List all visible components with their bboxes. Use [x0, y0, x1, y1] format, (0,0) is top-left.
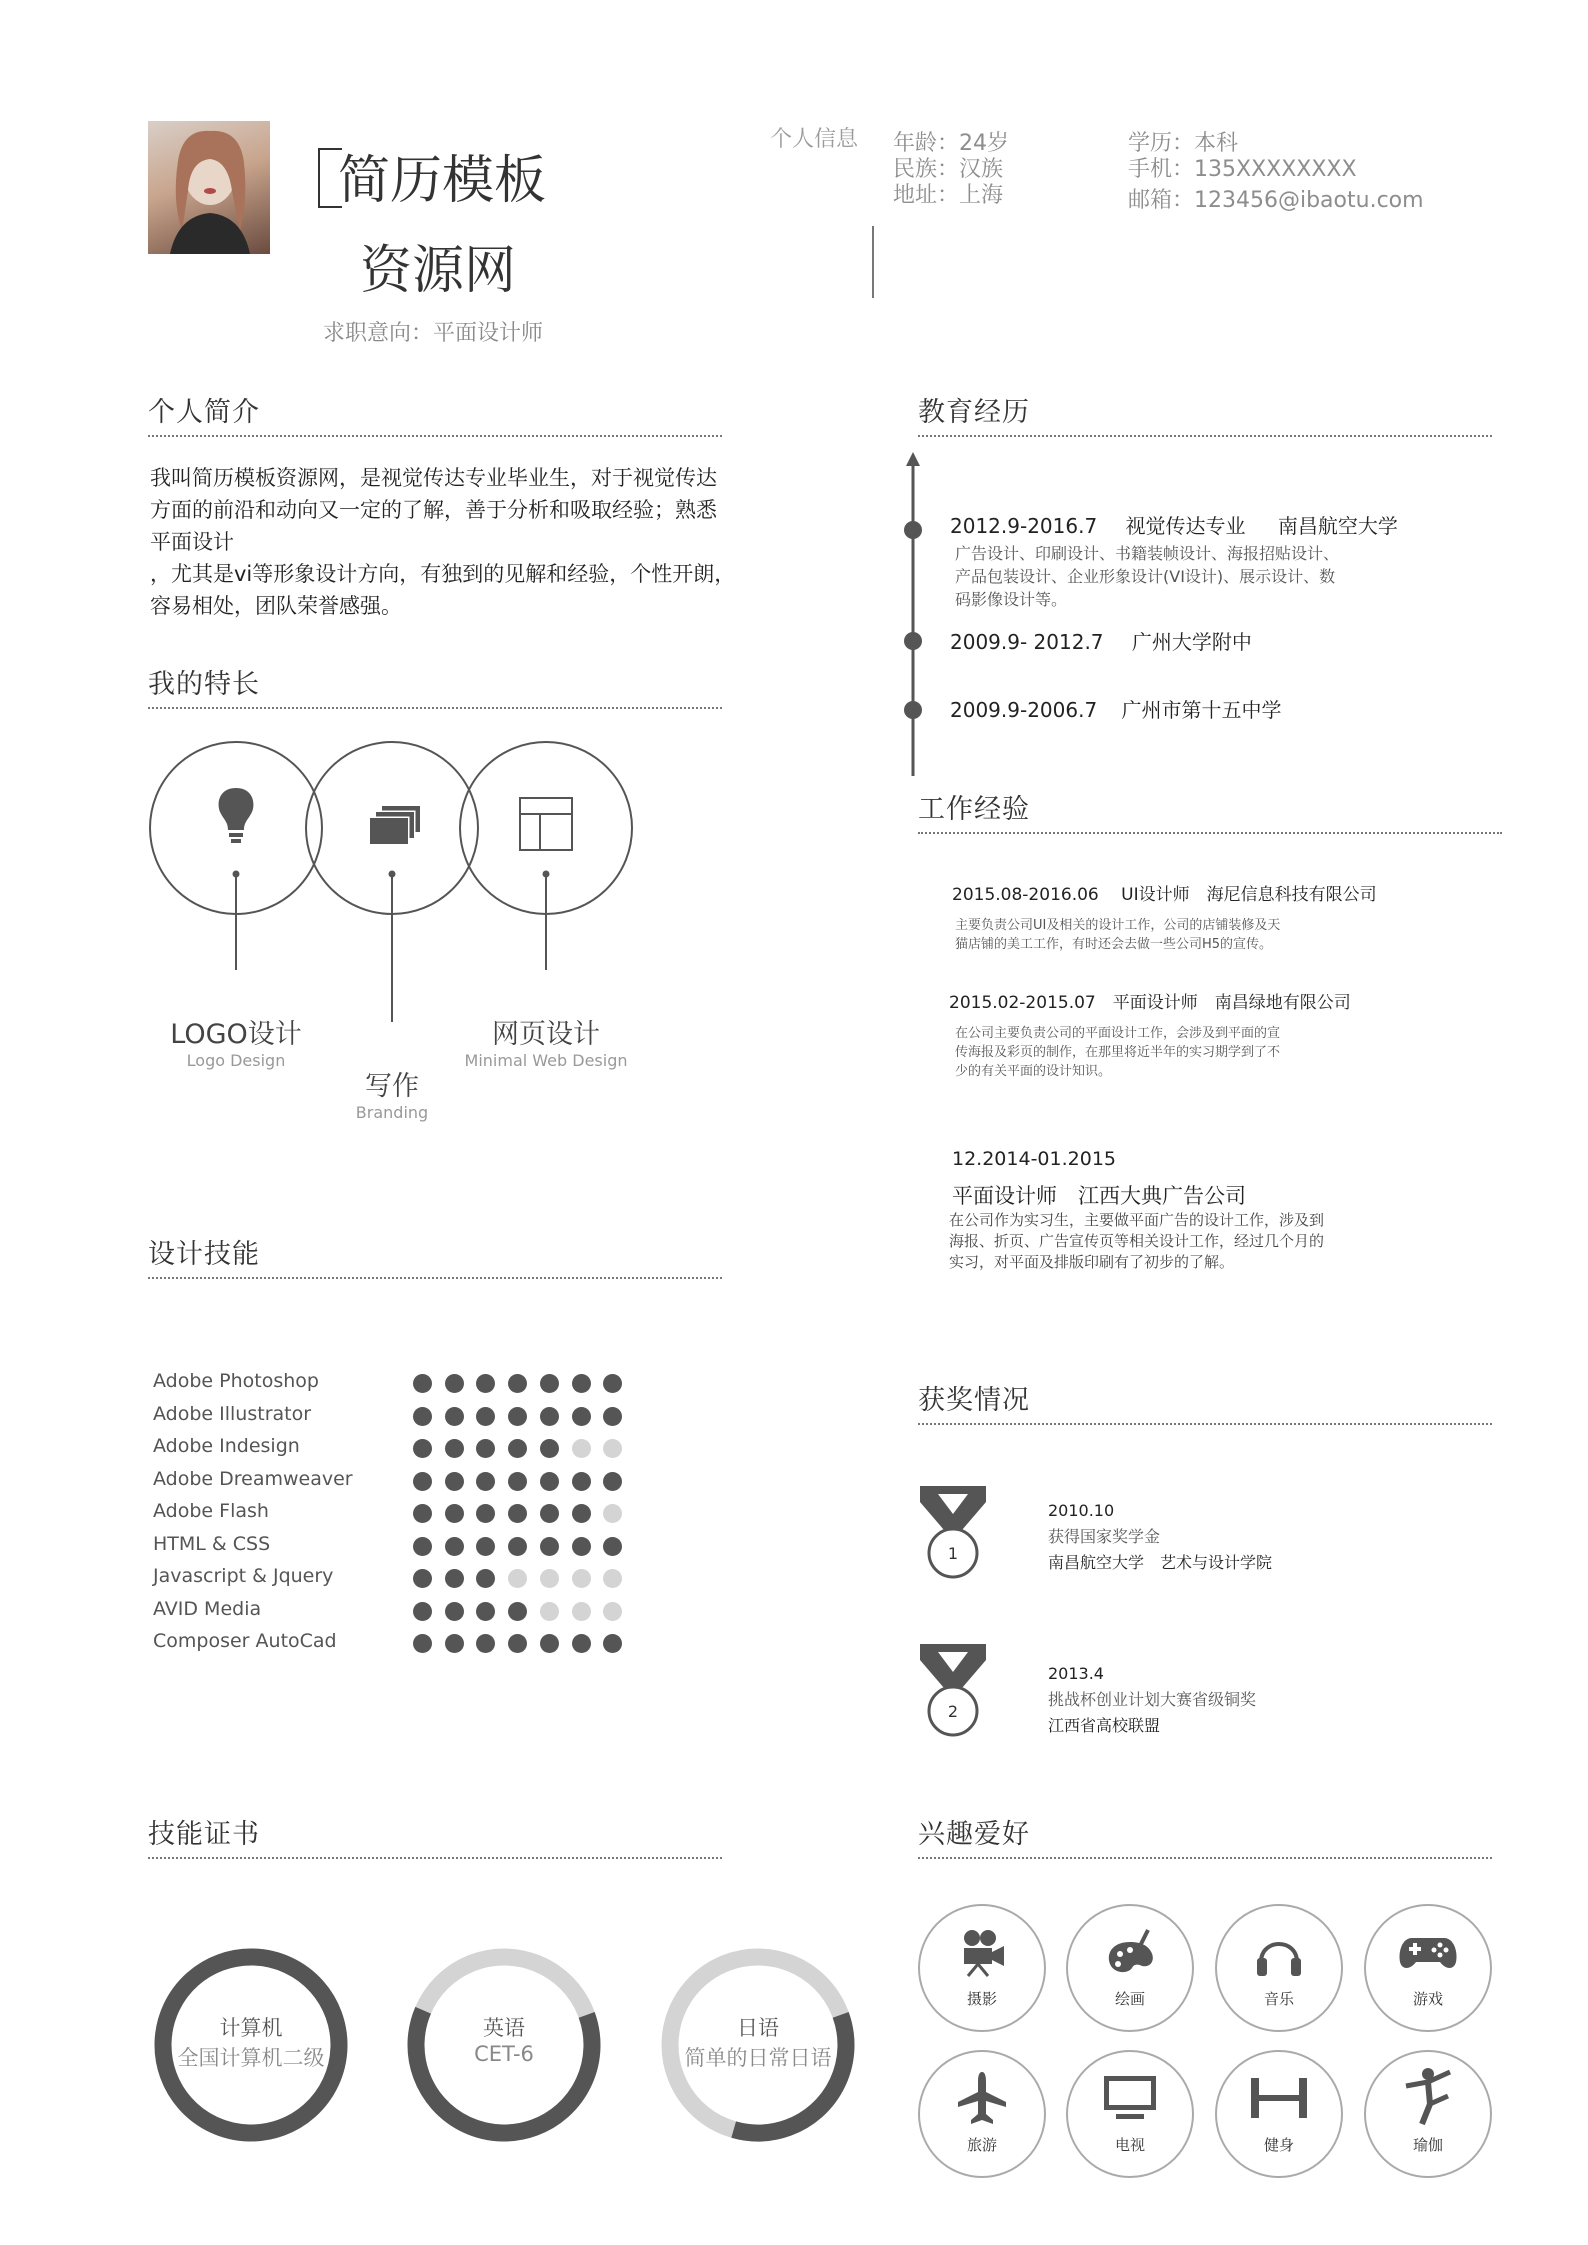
edu-item-2	[950, 626, 1252, 655]
hobby-travel	[918, 2050, 1046, 2178]
work-desc-line: 实习，对平面及排版印刷有了初步的了解。	[949, 1253, 1235, 1271]
intro-title: 个人简介	[148, 390, 722, 437]
skill-dot	[413, 1504, 432, 1523]
certs-title: 技能证书	[148, 1812, 722, 1859]
skill-name: AVID Media	[153, 1597, 262, 1620]
skill-dot	[508, 1602, 527, 1621]
edu-date: 2009.9- 2012.7	[950, 630, 1104, 654]
edu-desc-line: 广告设计、印刷设计、书籍装帧设计、海报招贴设计、	[955, 544, 1340, 563]
awards-title: 获奖情况	[918, 1378, 1492, 1425]
name-line2: 资源网	[360, 241, 517, 301]
info-title: 个人信息	[770, 127, 859, 152]
skill-dot	[413, 1407, 432, 1426]
edu-desc-line: 产品包装设计、企业形象设计(VI设计)、展示设计、数	[955, 567, 1336, 586]
hobby-yoga	[1364, 2050, 1492, 2178]
hobby-label: 健身	[1263, 2136, 1294, 2154]
info-address: 地址：上海	[893, 183, 1004, 208]
skill-name: Adobe Flash	[153, 1500, 269, 1522]
work-desc	[955, 1024, 1280, 1081]
intro-line: ，尤其是vi等形象设计方向，有独到的见解和经验，个性开朗，	[150, 562, 736, 586]
intro-line: 我叫简历模板资源网，是视觉传达专业毕业生，对于视觉传达	[150, 466, 717, 490]
skill-dot	[445, 1407, 464, 1426]
intro-line: 平面设计	[150, 530, 234, 554]
skill-dot	[572, 1439, 591, 1458]
skill-dot	[603, 1472, 622, 1491]
strengths-diagram	[140, 730, 660, 1050]
skill-dot	[603, 1634, 622, 1653]
skill-dot	[476, 1407, 495, 1426]
skill-dot	[508, 1407, 527, 1426]
skill-dot	[413, 1569, 432, 1588]
skill-dot	[540, 1537, 559, 1556]
cert-sub: 简单的日常日语	[684, 2046, 832, 2070]
skill-dot	[540, 1374, 559, 1393]
edu-school: 广州大学附中	[1131, 630, 1252, 654]
edu-major: 视觉传达专业	[1125, 514, 1246, 538]
skill-dot	[445, 1504, 464, 1523]
work-desc-line: 猫店铺的美工工作，有时还会去做一些公司H5的宣传。	[955, 937, 1273, 952]
yoga-icon	[1400, 2066, 1456, 2128]
work-desc-line: 海报、折页、广告宣传页等相关设计工作，经过几个月的	[949, 1232, 1325, 1250]
skill-dot	[445, 1472, 464, 1491]
award-name: 挑战杯创业计划大赛省级铜奖	[1048, 1690, 1257, 1709]
medal-icon	[916, 1642, 990, 1738]
hobby-fitness	[1215, 2050, 1343, 2178]
hobby-photography	[918, 1904, 1046, 2032]
skill-dot	[540, 1504, 559, 1523]
edu-desc-line: 码影像设计等。	[955, 590, 1068, 609]
skills-list	[153, 1370, 673, 1676]
skill-name: HTML & CSS	[153, 1532, 271, 1555]
cert-name: 日语	[737, 2016, 779, 2040]
cert-sub: 全国计算机二级	[177, 2046, 325, 2070]
strength-logo	[136, 1012, 336, 1070]
skill-dot	[540, 1439, 559, 1458]
dumbbell-icon	[1249, 2076, 1309, 2120]
skill-dot	[603, 1439, 622, 1458]
skill-dot	[476, 1537, 495, 1556]
medal-icon	[916, 1484, 990, 1580]
skill-dot	[572, 1374, 591, 1393]
skill-dot	[603, 1374, 622, 1393]
skill-dot	[413, 1439, 432, 1458]
award-2	[1048, 1661, 1256, 1739]
layout-icon	[520, 798, 572, 850]
skill-name: Adobe Photoshop	[153, 1370, 319, 1392]
skill-dot	[572, 1602, 591, 1621]
skill-dot	[540, 1569, 559, 1588]
skill-dot	[413, 1472, 432, 1491]
skill-dot	[508, 1537, 527, 1556]
skill-dot	[603, 1602, 622, 1621]
skill-name: Javascript & Jquery	[153, 1565, 334, 1587]
skill-dot	[540, 1602, 559, 1621]
award-name: 获得国家奖学金	[1048, 1527, 1161, 1546]
lightbulb-icon	[219, 788, 254, 843]
skill-dot	[572, 1634, 591, 1653]
edu-item-1	[950, 510, 1398, 539]
skill-dot	[572, 1504, 591, 1523]
info-age: 年龄：24岁	[893, 131, 1009, 156]
strength-sub: Minimal Web Design	[464, 1051, 628, 1070]
skill-dot	[572, 1472, 591, 1491]
strength-sub: Branding	[355, 1103, 429, 1122]
profile-photo	[148, 121, 270, 254]
skill-dot	[445, 1602, 464, 1621]
cert-name: 英语	[483, 2016, 525, 2040]
award-1	[1048, 1498, 1272, 1576]
edu-item-3	[950, 694, 1282, 723]
skill-dot	[603, 1504, 622, 1523]
strength-web	[436, 1012, 656, 1070]
gamepad-icon	[1398, 1932, 1458, 1972]
work-desc	[955, 916, 1280, 954]
hobby-label: 摄影	[966, 1990, 997, 2008]
skill-dot	[476, 1602, 495, 1621]
skill-dot	[508, 1439, 527, 1458]
skill-dot	[413, 1634, 432, 1653]
education-timeline	[898, 450, 928, 780]
work-desc	[949, 1210, 1324, 1273]
skill-name: Composer AutoCad	[153, 1630, 337, 1652]
certs-area	[148, 1940, 868, 2150]
work-desc-line: 在公司作为实习生，主要做平面广告的设计工作，涉及到	[949, 1211, 1325, 1229]
work-desc-line: 主要负责公司UI及相关的设计工作，公司的店铺装修及天	[955, 918, 1281, 933]
name-line1: 简历模板	[338, 151, 547, 211]
skill-dot	[508, 1472, 527, 1491]
cert-label	[146, 2012, 356, 2072]
hobby-tv	[1066, 2050, 1194, 2178]
skill-dot	[445, 1439, 464, 1458]
skill-dot	[445, 1374, 464, 1393]
info-email: 邮箱：123456@ibaotu.com	[1128, 188, 1424, 213]
work-head: 2015.08-2016.06 UI设计师 海尼信息科技有限公司	[952, 885, 1377, 905]
skill-dot	[572, 1569, 591, 1588]
headphones-icon	[1255, 1928, 1303, 1978]
work-head: 12.2014-01.2015	[952, 1148, 1116, 1170]
skill-dot	[508, 1569, 527, 1588]
work-head2: 平面设计师 江西大典广告公司	[952, 1184, 1246, 1208]
work-desc-line: 传海报及彩页的制作，在那里将近半年的实习期学到了不	[955, 1045, 1281, 1060]
skill-dot	[603, 1569, 622, 1588]
award-date: 2010.10	[1048, 1501, 1115, 1520]
job-objective: 求职意向：平面设计师	[323, 321, 544, 346]
skill-dot	[508, 1504, 527, 1523]
skills-title: 设计技能	[148, 1232, 722, 1279]
strength-writing	[292, 1064, 492, 1122]
strength-name: 写作	[365, 1071, 419, 1102]
intro-text	[150, 462, 740, 622]
skill-name: Adobe Indesign	[153, 1435, 300, 1457]
medal-number: 1	[947, 1544, 959, 1563]
hobby-label: 旅游	[966, 2136, 997, 2154]
hobby-games	[1364, 1904, 1492, 2032]
hobby-label: 电视	[1114, 2136, 1145, 2154]
skill-name: Adobe Illustrator	[153, 1402, 312, 1425]
info-phone: 手机：135XXXXXXXX	[1128, 157, 1357, 182]
edu-school: 南昌航空大学	[1277, 514, 1398, 538]
skill-dot	[540, 1472, 559, 1491]
skill-dot	[572, 1537, 591, 1556]
skill-dot	[476, 1439, 495, 1458]
info-ethnicity: 民族：汉族	[893, 157, 1004, 182]
cert-sub: CET-6	[474, 2042, 534, 2066]
cert-label	[399, 2012, 609, 2066]
info-education: 学历：本科	[1128, 131, 1239, 156]
skill-dot	[508, 1634, 527, 1653]
work-title: 工作经验	[918, 787, 1502, 834]
airplane-icon	[956, 2070, 1008, 2126]
skill-dot	[540, 1407, 559, 1426]
skill-dot	[413, 1602, 432, 1621]
skill-dot	[476, 1504, 495, 1523]
skill-dot	[540, 1634, 559, 1653]
palette-icon	[1104, 1928, 1156, 1978]
skill-dot	[508, 1374, 527, 1393]
edu-desc	[955, 542, 1339, 611]
skill-dot	[445, 1569, 464, 1588]
strength-name: 网页设计	[492, 1019, 600, 1050]
work-head: 2015.02-2015.07 平面设计师 南昌绿地有限公司	[949, 993, 1351, 1013]
info-divider	[872, 226, 874, 298]
skill-dot	[413, 1374, 432, 1393]
award-date: 2013.4	[1048, 1664, 1104, 1683]
work-desc-line: 少的有关平面的设计知识。	[955, 1064, 1112, 1079]
cert-name: 计算机	[219, 2016, 283, 2040]
work-desc-line: 在公司主要负责公司的平面设计工作，会涉及到平面的宣	[955, 1026, 1281, 1041]
hobby-music	[1215, 1904, 1343, 2032]
cert-label	[653, 2012, 863, 2072]
skill-name: Adobe Dreamweaver	[153, 1467, 353, 1490]
skill-dot	[603, 1407, 622, 1426]
education-title: 教育经历	[918, 390, 1492, 437]
hobby-label: 瑜伽	[1412, 2136, 1443, 2154]
intro-line: 方面的前沿和动向又一定的了解，善于分析和吸取经验；熟悉	[150, 498, 717, 522]
award-org: 南昌航空大学 艺术与设计学院	[1048, 1553, 1273, 1572]
stack-icon	[370, 806, 420, 844]
hobby-label: 绘画	[1114, 1990, 1145, 2008]
strengths-title: 我的特长	[148, 662, 722, 709]
skill-dot	[476, 1569, 495, 1588]
hobby-painting	[1066, 1904, 1194, 2032]
strength-sub: Logo Design	[186, 1051, 286, 1070]
skill-dot	[572, 1407, 591, 1426]
hobby-label: 音乐	[1263, 1990, 1294, 2008]
tv-icon	[1102, 2074, 1158, 2122]
hobby-label: 游戏	[1412, 1990, 1443, 2008]
award-org: 江西省高校联盟	[1048, 1716, 1161, 1735]
hobbies-title: 兴趣爱好	[918, 1812, 1492, 1859]
skill-dot	[476, 1374, 495, 1393]
skill-dot	[445, 1537, 464, 1556]
edu-school: 广州市第十五中学	[1121, 698, 1282, 722]
intro-line: 容易相处，团队荣誉感强。	[150, 594, 402, 618]
camera-icon	[958, 1928, 1006, 1978]
skill-dot	[445, 1634, 464, 1653]
skill-dot	[413, 1537, 432, 1556]
edu-date: 2009.9-2006.7	[950, 698, 1098, 722]
medal-number: 2	[947, 1702, 959, 1721]
strength-name: LOGO设计	[170, 1019, 302, 1050]
skill-dot	[603, 1537, 622, 1556]
skill-dot	[476, 1472, 495, 1491]
skill-dot	[476, 1634, 495, 1653]
edu-date: 2012.9-2016.7	[950, 514, 1098, 538]
